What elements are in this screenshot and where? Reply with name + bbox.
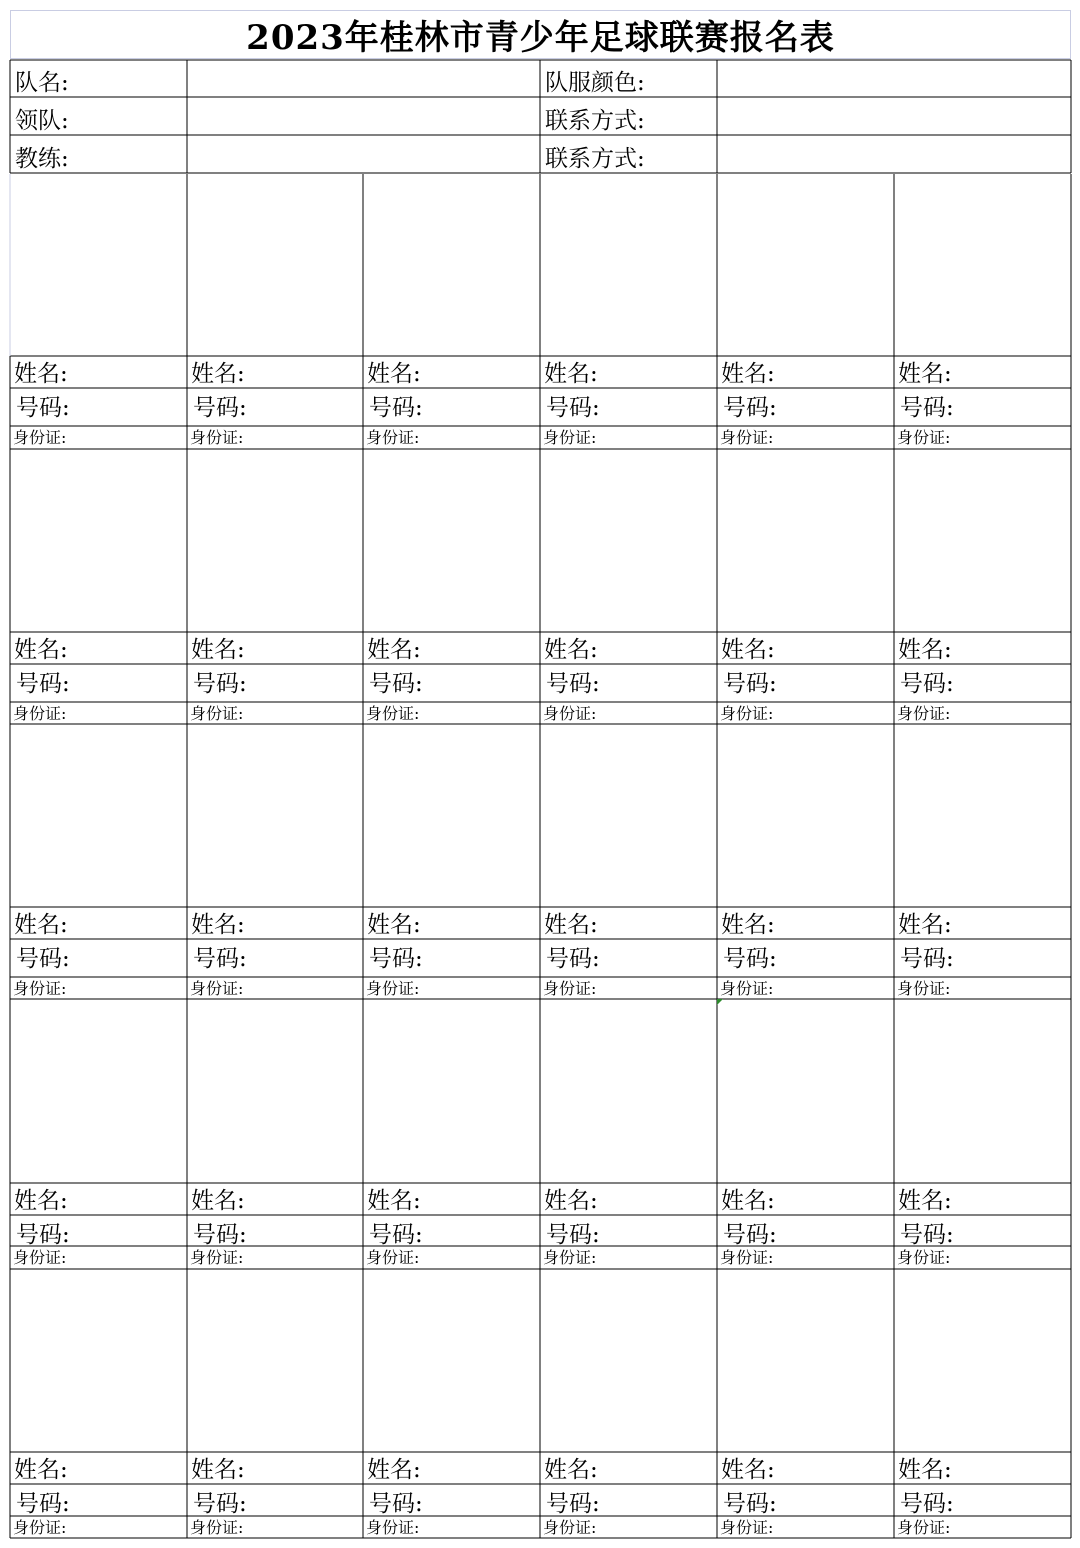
leader-field[interactable] bbox=[187, 98, 539, 135]
player-number-label: 号码: bbox=[369, 946, 423, 972]
player-number-label: 号码: bbox=[900, 395, 954, 421]
player-number-label: 号码: bbox=[16, 1222, 70, 1248]
player-number-label: 号码: bbox=[369, 1491, 423, 1517]
player-name-label: 姓名: bbox=[14, 361, 68, 387]
player-id-label: 身份证: bbox=[543, 979, 597, 998]
player-number-label: 号码: bbox=[16, 946, 70, 972]
player-name-label: 姓名: bbox=[14, 1188, 68, 1214]
player-number-label: 号码: bbox=[900, 671, 954, 697]
player-id-label: 身份证: bbox=[190, 979, 244, 998]
player-name-label: 姓名: bbox=[721, 912, 775, 938]
player-number-label: 号码: bbox=[369, 395, 423, 421]
player-photo-slot[interactable] bbox=[717, 174, 894, 356]
player-photo-slot[interactable] bbox=[540, 724, 717, 907]
player-number-label: 号码: bbox=[546, 1491, 600, 1517]
coach-contact-label: 联系方式: bbox=[545, 146, 645, 172]
player-number-label: 号码: bbox=[193, 671, 247, 697]
leader-contact-field[interactable] bbox=[717, 98, 1070, 135]
player-number-label: 号码: bbox=[900, 1222, 954, 1248]
player-number-label: 号码: bbox=[546, 671, 600, 697]
player-name-label: 姓名: bbox=[191, 1457, 245, 1483]
player-photo-slot[interactable] bbox=[894, 449, 1071, 632]
player-photo-slot[interactable] bbox=[894, 174, 1071, 356]
player-id-label: 身份证: bbox=[897, 704, 951, 723]
player-name-label: 姓名: bbox=[544, 912, 598, 938]
player-name-label: 姓名: bbox=[191, 1188, 245, 1214]
player-number-label: 号码: bbox=[193, 395, 247, 421]
player-name-label: 姓名: bbox=[191, 361, 245, 387]
player-id-label: 身份证: bbox=[190, 428, 244, 447]
player-id-label: 身份证: bbox=[13, 1518, 67, 1537]
player-name-label: 姓名: bbox=[367, 1457, 421, 1483]
player-id-label: 身份证: bbox=[543, 428, 597, 447]
player-photo-slot[interactable] bbox=[10, 724, 187, 907]
player-id-label: 身份证: bbox=[366, 428, 420, 447]
player-photo-slot[interactable] bbox=[10, 174, 187, 356]
player-id-label: 身份证: bbox=[720, 1518, 774, 1537]
player-name-label: 姓名: bbox=[898, 361, 952, 387]
player-number-label: 号码: bbox=[193, 946, 247, 972]
player-number-label: 号码: bbox=[16, 1491, 70, 1517]
player-number-label: 号码: bbox=[369, 671, 423, 697]
player-id-label: 身份证: bbox=[190, 704, 244, 723]
player-photo-slot[interactable] bbox=[540, 449, 717, 632]
player-photo-slot[interactable] bbox=[363, 724, 540, 907]
player-photo-slot[interactable] bbox=[363, 174, 540, 356]
player-name-label: 姓名: bbox=[14, 912, 68, 938]
player-name-label: 姓名: bbox=[898, 1188, 952, 1214]
leader-label: 领队: bbox=[15, 108, 69, 134]
player-photo-slot[interactable] bbox=[717, 724, 894, 907]
player-photo-slot[interactable] bbox=[540, 174, 717, 356]
player-id-label: 身份证: bbox=[897, 979, 951, 998]
player-photo-slot[interactable] bbox=[10, 999, 187, 1183]
player-name-label: 姓名: bbox=[191, 637, 245, 663]
player-number-label: 号码: bbox=[723, 1222, 777, 1248]
player-photo-slot[interactable] bbox=[187, 174, 363, 356]
player-name-label: 姓名: bbox=[544, 1457, 598, 1483]
coach-label: 教练: bbox=[15, 146, 69, 172]
player-number-label: 号码: bbox=[193, 1222, 247, 1248]
player-id-label: 身份证: bbox=[543, 704, 597, 723]
player-id-label: 身份证: bbox=[720, 704, 774, 723]
player-photo-slot[interactable] bbox=[10, 449, 187, 632]
player-id-label: 身份证: bbox=[897, 428, 951, 447]
player-name-label: 姓名: bbox=[898, 637, 952, 663]
form-title: 2023年桂林市青少年足球联赛报名表 bbox=[10, 10, 1071, 59]
player-number-label: 号码: bbox=[193, 1491, 247, 1517]
player-name-label: 姓名: bbox=[721, 361, 775, 387]
player-number-label: 号码: bbox=[546, 395, 600, 421]
player-id-label: 身份证: bbox=[897, 1248, 951, 1267]
player-id-label: 身份证: bbox=[13, 428, 67, 447]
player-id-label: 身份证: bbox=[190, 1518, 244, 1537]
player-name-label: 姓名: bbox=[367, 361, 421, 387]
player-photo-slot[interactable] bbox=[363, 1269, 540, 1452]
player-photo-slot[interactable] bbox=[540, 1269, 717, 1452]
player-name-label: 姓名: bbox=[14, 637, 68, 663]
player-photo-slot[interactable] bbox=[363, 999, 540, 1183]
player-id-label: 身份证: bbox=[720, 428, 774, 447]
team-name-field[interactable] bbox=[187, 61, 539, 97]
jersey-color-field[interactable] bbox=[717, 61, 1070, 97]
cell-comment-marker bbox=[717, 999, 723, 1005]
player-id-label: 身份证: bbox=[543, 1518, 597, 1537]
player-photo-slot[interactable] bbox=[894, 1269, 1071, 1452]
player-photo-slot[interactable] bbox=[187, 999, 363, 1183]
team-name-label: 队名: bbox=[15, 70, 69, 96]
player-name-label: 姓名: bbox=[721, 637, 775, 663]
player-number-label: 号码: bbox=[723, 1491, 777, 1517]
player-photo-slot[interactable] bbox=[187, 724, 363, 907]
player-id-label: 身份证: bbox=[190, 1248, 244, 1267]
player-id-label: 身份证: bbox=[366, 979, 420, 998]
player-number-label: 号码: bbox=[16, 395, 70, 421]
player-number-label: 号码: bbox=[900, 1491, 954, 1517]
player-photo-slot[interactable] bbox=[10, 1269, 187, 1452]
leader-contact-label: 联系方式: bbox=[545, 108, 645, 134]
player-name-label: 姓名: bbox=[721, 1457, 775, 1483]
player-name-label: 姓名: bbox=[14, 1457, 68, 1483]
player-name-label: 姓名: bbox=[544, 637, 598, 663]
player-number-label: 号码: bbox=[369, 1222, 423, 1248]
player-number-label: 号码: bbox=[900, 946, 954, 972]
player-name-label: 姓名: bbox=[191, 912, 245, 938]
coach-contact-field[interactable] bbox=[717, 136, 1070, 173]
player-number-label: 号码: bbox=[546, 946, 600, 972]
player-id-label: 身份证: bbox=[13, 1248, 67, 1267]
coach-field[interactable] bbox=[187, 136, 539, 173]
player-number-label: 号码: bbox=[16, 671, 70, 697]
player-id-label: 身份证: bbox=[366, 1518, 420, 1537]
player-id-label: 身份证: bbox=[720, 979, 774, 998]
player-id-label: 身份证: bbox=[366, 704, 420, 723]
player-name-label: 姓名: bbox=[367, 637, 421, 663]
player-photo-slot[interactable] bbox=[894, 999, 1071, 1183]
jersey-color-label: 队服颜色: bbox=[545, 70, 645, 96]
player-id-label: 身份证: bbox=[366, 1248, 420, 1267]
player-name-label: 姓名: bbox=[544, 1188, 598, 1214]
player-id-label: 身份证: bbox=[543, 1248, 597, 1267]
player-photo-slot[interactable] bbox=[187, 1269, 363, 1452]
player-number-label: 号码: bbox=[723, 946, 777, 972]
player-photo-slot[interactable] bbox=[717, 1269, 894, 1452]
player-number-label: 号码: bbox=[723, 671, 777, 697]
player-photo-slot[interactable] bbox=[894, 724, 1071, 907]
player-id-label: 身份证: bbox=[897, 1518, 951, 1537]
player-name-label: 姓名: bbox=[367, 1188, 421, 1214]
player-name-label: 姓名: bbox=[544, 361, 598, 387]
player-photo-slot[interactable] bbox=[540, 999, 717, 1183]
player-photo-slot[interactable] bbox=[717, 449, 894, 632]
player-number-label: 号码: bbox=[723, 395, 777, 421]
player-name-label: 姓名: bbox=[898, 1457, 952, 1483]
player-photo-slot[interactable] bbox=[717, 999, 894, 1183]
player-id-label: 身份证: bbox=[720, 1248, 774, 1267]
player-number-label: 号码: bbox=[546, 1222, 600, 1248]
player-name-label: 姓名: bbox=[898, 912, 952, 938]
player-id-label: 身份证: bbox=[13, 979, 67, 998]
player-id-label: 身份证: bbox=[13, 704, 67, 723]
player-photo-slot[interactable] bbox=[363, 449, 540, 632]
player-photo-slot[interactable] bbox=[187, 449, 363, 632]
player-name-label: 姓名: bbox=[367, 912, 421, 938]
player-name-label: 姓名: bbox=[721, 1188, 775, 1214]
